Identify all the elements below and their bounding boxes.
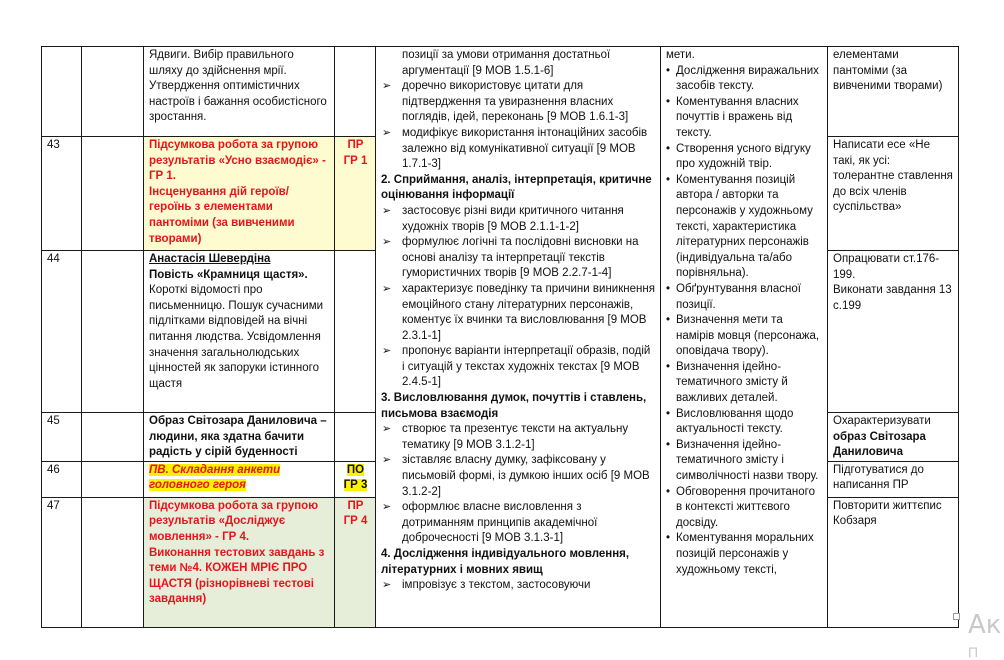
bullet-icon: • xyxy=(666,64,671,77)
author-name: Анастасія Шевердіна xyxy=(149,253,271,265)
arrow-bullet-icon: ➢ xyxy=(382,126,392,139)
date-cell xyxy=(82,497,144,627)
topic-red-text: Виконання тестових завдань з теми №4. КОЖЕН МРІЄ ПРО ЩАСТЯ (різнорівневі тестові завдання) xyxy=(149,546,325,606)
homework-text: Підготуватися до написання ПР xyxy=(833,463,924,492)
arrow-bullet-icon: ➢ xyxy=(382,80,392,93)
activity-item: • Визначення мети та намірів мовця (персонажа, оповідача твору). xyxy=(666,314,820,358)
lesson-number: 46 xyxy=(42,461,82,497)
bullet-icon: • xyxy=(666,407,671,420)
topic-cell xyxy=(144,137,335,251)
activity-item: • Дослідження виражальних засобів тексту. xyxy=(666,64,819,93)
homework-cell xyxy=(828,497,959,627)
outcome-item: позиції за умови отримання достатньої аргументації [9 МОВ 1.5.1-6] xyxy=(402,49,611,77)
activation-watermark-line2: П xyxy=(968,644,979,660)
homework-cell xyxy=(828,137,959,251)
homework-text: Написати есе «Не такі, як усі: толерантне ставлення до всіх членів суспільства» xyxy=(833,139,953,214)
outcome-item: ➢ імпровізує з текстом, застосовуючи xyxy=(381,578,656,594)
lesson-plan-table xyxy=(41,46,959,628)
arrow-bullet-icon: ➢ xyxy=(382,204,392,217)
bullet-icon: • xyxy=(666,282,671,295)
lesson-number: 45 xyxy=(42,413,82,462)
activity-item: • Коментування позицій автора / авторки та персонажів у художньому тексті, характеристика літературних персонажів (індивідуальна та/або порівняльна). xyxy=(666,173,813,280)
bullet-icon: • xyxy=(666,485,671,498)
num-cell xyxy=(42,47,82,137)
arrow-bullet-icon: ➢ xyxy=(382,454,392,467)
type-cell xyxy=(335,413,376,462)
outcome-item: ➢ доречно використовує цитати для підтвердження та увиразнення власних поглядів, ідей, переконань [9 МОВ 1.6.1-3] xyxy=(382,80,629,124)
homework-text: елементами пантоміми (за вивченими творами) xyxy=(833,49,943,93)
activity-item: • Коментування власних почуттів і вражень від тексту. xyxy=(666,95,799,139)
date-cell xyxy=(82,137,144,251)
homework-text: Повторити життєпис Кобзаря xyxy=(833,499,942,528)
topic-cell xyxy=(144,413,335,462)
activity-item: • Створення усного відгуку про художній твір. xyxy=(666,142,811,171)
topic-text: Ядвиги. Вибір правильного шляху до здійснення мрії. Утвердження оптимістичних настроїв і бажання особистісного зростання. xyxy=(149,49,327,124)
activity-item: • Обґрунтування власної позиції. xyxy=(666,282,801,311)
activity-item: • Визначення ідейно-тематичного змісту й важливих деталей. xyxy=(666,360,788,405)
bullet-icon: • xyxy=(666,438,671,451)
homework-text: Опрацювати ст.176-199. xyxy=(833,253,940,281)
topic-cell xyxy=(144,47,335,137)
topic-red-text: Підсумкова робота за групою результатів «Усно взаємодіє» - ГР 1. xyxy=(149,139,326,183)
bullet-icon: • xyxy=(666,314,671,327)
type-cell xyxy=(335,137,376,251)
type-cell xyxy=(335,47,376,137)
topic-highlighted-text: ПВ. Складання анкети головного героя xyxy=(149,463,281,492)
date-cell xyxy=(82,251,144,413)
lesson-type: ПО ГР 3 xyxy=(343,463,368,492)
type-cell xyxy=(335,251,376,413)
activity-intro: мети. xyxy=(666,49,695,61)
homework-cell xyxy=(828,47,959,137)
arrow-bullet-icon: ➢ xyxy=(382,579,392,592)
type-cell xyxy=(335,497,376,627)
date-cell xyxy=(82,413,144,462)
bullet-icon: • xyxy=(666,95,671,108)
outcome-item: ➢ оформлює власне висловлення з дотриманням принципів академічної доброчесності [9 МОВ 3.1.3-1] xyxy=(382,501,598,545)
homework-cell xyxy=(828,251,959,413)
arrow-bullet-icon: ➢ xyxy=(382,236,392,249)
outcomes-cell xyxy=(376,47,661,628)
activity-item: • Обговорення прочитаного в контексті життєвого досвіду. xyxy=(666,485,815,529)
activities-cell xyxy=(661,47,828,628)
activity-item: • Коментування моральних позицій персонажів у художньому тексті, xyxy=(666,532,814,576)
outcome-item: ➢ пропонує варіанти інтерпретації образів, подій і ситуацій у текстах художніх текстах [9 МОВ 2.4.5-1] xyxy=(382,345,651,389)
outcome-section-heading: 2. Сприймання, аналіз, інтерпретація, критичне оцінювання інформації xyxy=(381,173,652,202)
activity-item: • Висловлювання щодо актуальності тексту. xyxy=(666,407,794,436)
lesson-type: ПР ГР 1 xyxy=(343,139,368,167)
bullet-icon: • xyxy=(666,532,671,545)
topic-red-text: Підсумкова робота за групою результатів «Досліджує мовлення» - ГР 4. xyxy=(149,499,319,543)
homework-cell xyxy=(828,461,959,497)
outcome-item: ➢ характеризує поведінку та причини виникнення емоційного стану літературних персонажів, коментує їх вчинки та висловлювання [9 МОВ 2.3.1-1] xyxy=(382,282,655,342)
lesson-number: 43 xyxy=(42,137,82,251)
topic-cell xyxy=(144,461,335,497)
topic-red-text: Інсценування дій героїв/героїнь з елементами пантоміми (за вивченими творами) xyxy=(149,185,295,245)
outcome-item: ➢ модифікує використання інтонаційних засобів залежно від комунікативної ситуації [9 МОВ 1.7.1-3] xyxy=(382,126,648,171)
arrow-bullet-icon: ➢ xyxy=(382,282,392,295)
table-row-continuation xyxy=(42,47,959,137)
outcome-item: ➢ формулює логічні та послідовні висновки на основі аналізу та інтерпретації текстів гумористичних творів [9 МОВ 2.2.7-1-4] xyxy=(382,236,639,280)
arrow-bullet-icon: ➢ xyxy=(382,423,392,436)
homework-cell xyxy=(828,413,959,462)
topic-cell xyxy=(144,497,335,627)
activation-watermark: Ак xyxy=(968,610,1002,640)
topic-cell xyxy=(144,251,335,413)
work-title: Повість «Крамниця щастя». xyxy=(149,268,308,281)
date-cell xyxy=(82,461,144,497)
arrow-bullet-icon: ➢ xyxy=(382,345,392,358)
outcome-item: ➢ створює та презентує тексти на актуальну тематику [9 МОВ 3.1.2-1] xyxy=(382,423,629,451)
lesson-number: 47 xyxy=(42,497,82,627)
outcome-section-heading: 4. Дослідження індивідуального мовлення, літературних і мовних явищ xyxy=(381,548,630,576)
homework-text: Охарактеризувати xyxy=(833,415,931,427)
lesson-type: ПР ГР 4 xyxy=(343,499,368,528)
bullet-icon: • xyxy=(666,142,671,155)
topic-text: Короткі відомості про письменницю. Пошук сучасними підлітками відповідей на вічні питання людства. Усвідомлення значення загальнолюдських цінностей як запоруки істинного щастя xyxy=(149,284,324,390)
lesson-number: 44 xyxy=(42,251,82,413)
date-cell xyxy=(82,47,144,137)
bullet-icon: • xyxy=(666,173,671,186)
resize-handle-icon[interactable] xyxy=(953,613,960,620)
outcome-item: ➢ застосовує різні види критичного читання художніх творів [9 МОВ 2.1.1-1-2] xyxy=(382,204,624,233)
topic-text: Образ Світозара Даниловича – людини, яка здатна бачити радість у сірій буденності xyxy=(149,415,327,459)
homework-text: Виконати завдання 13 xyxy=(833,284,952,297)
homework-text: образ Світозара Даниловича xyxy=(833,430,926,459)
bullet-icon: • xyxy=(666,360,671,373)
type-cell xyxy=(335,461,376,497)
homework-text: с.199 xyxy=(833,299,862,312)
outcome-section-heading: 3. Висловлювання думок, почуттів і ставлень, письмова взаємодія xyxy=(381,392,647,420)
arrow-bullet-icon: ➢ xyxy=(382,501,392,514)
activity-item: • Визначення ідейно-тематичного змісту і символічності назви твору. xyxy=(666,438,819,483)
outcome-item: ➢ зіставляє власну думку, зафіксовану у письмовій формі, із думкою інших осіб [9 МОВ 3.1.2-2] xyxy=(382,454,650,498)
